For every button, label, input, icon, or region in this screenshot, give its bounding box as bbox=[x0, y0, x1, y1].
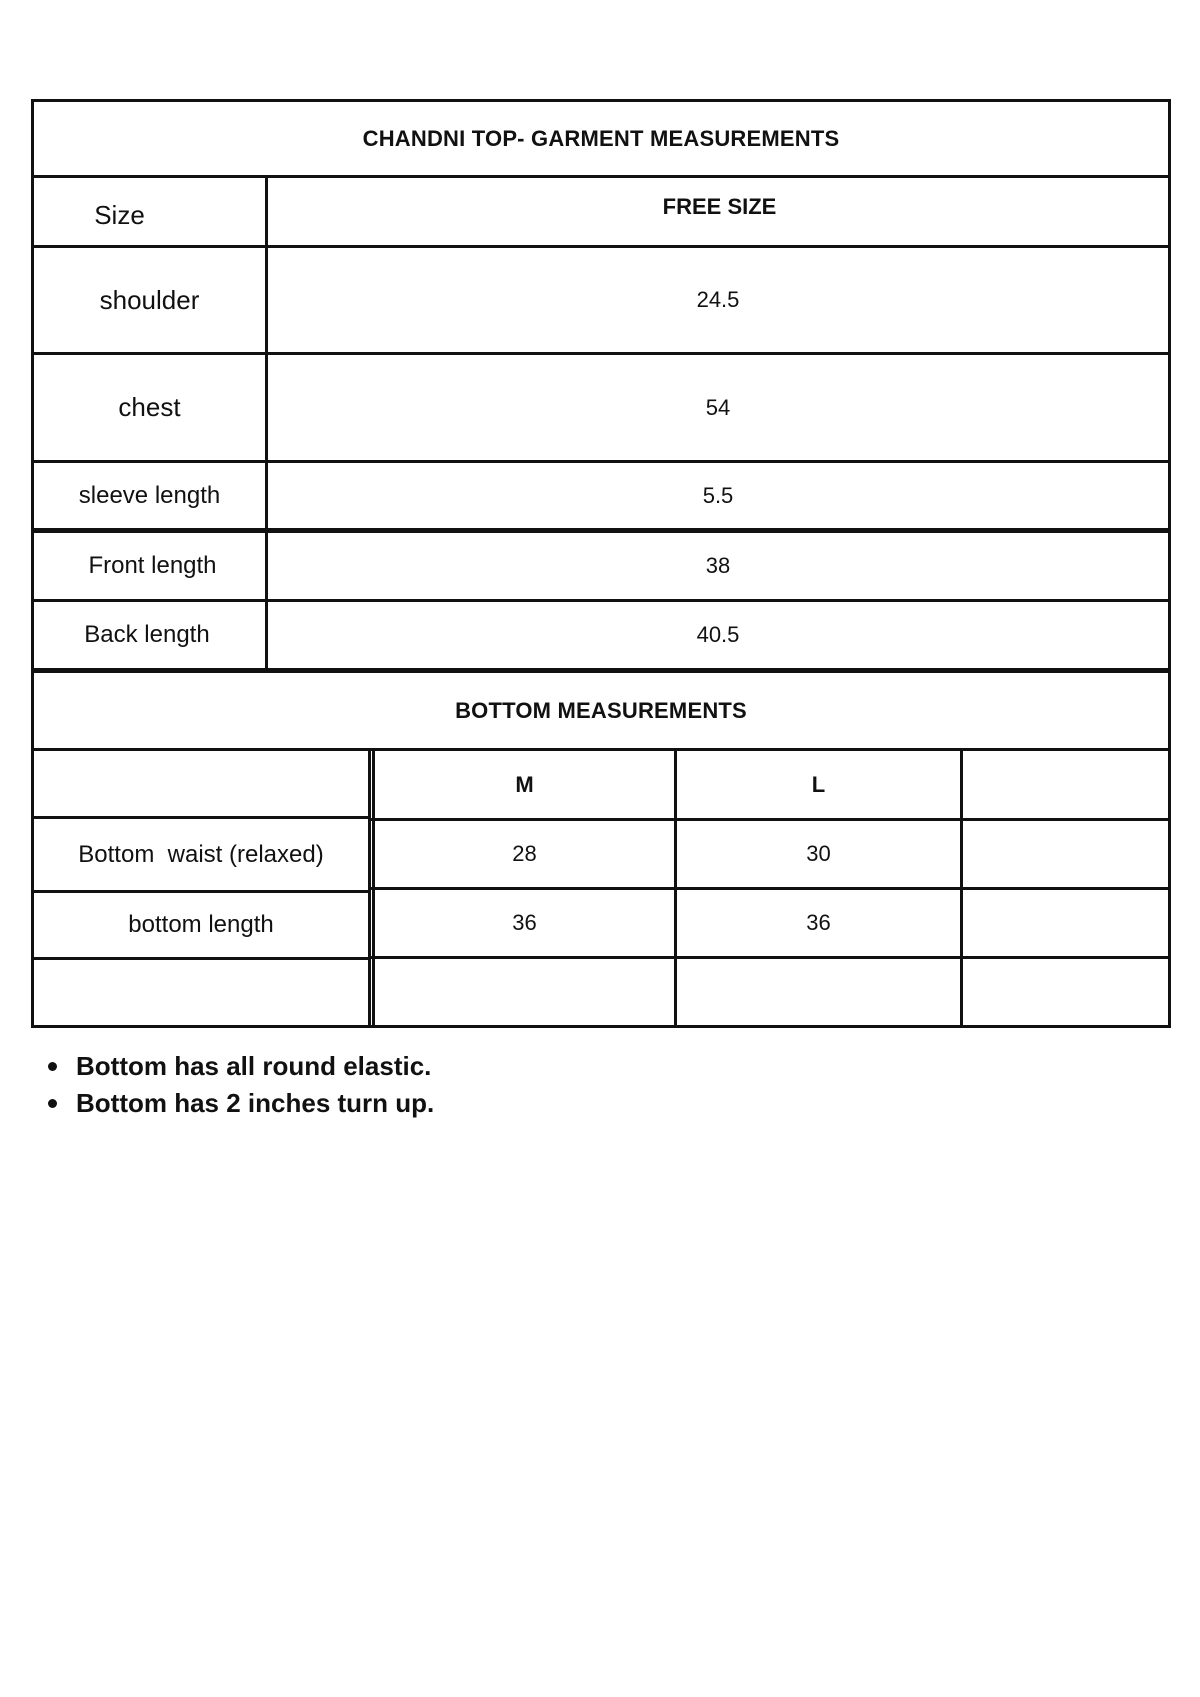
column-header-m: M bbox=[515, 771, 534, 797]
row-value bbox=[375, 959, 674, 1025]
row-value: 5.5 bbox=[702, 482, 734, 508]
note-item bbox=[40, 1048, 434, 1085]
row-label: chest bbox=[118, 392, 181, 422]
row-label bbox=[34, 960, 368, 1025]
row-value: 36 bbox=[806, 910, 831, 935]
row-value bbox=[963, 959, 1168, 1025]
row-label: Front length bbox=[88, 552, 217, 579]
row-value: 38 bbox=[705, 553, 731, 578]
row-label: Back length bbox=[84, 621, 210, 648]
row-value: 54 bbox=[705, 394, 731, 420]
row-value: 30 bbox=[806, 841, 831, 866]
row-value bbox=[963, 821, 1168, 887]
note-text: Bottom has all round elastic. bbox=[76, 1051, 432, 1081]
column-header bbox=[963, 751, 1168, 818]
column-header-l: L bbox=[811, 771, 826, 797]
row-value bbox=[963, 890, 1168, 956]
row-label: sleeve length bbox=[78, 481, 221, 509]
table-divider bbox=[368, 748, 371, 1028]
row-value: 40.5 bbox=[696, 622, 740, 647]
column-header bbox=[34, 751, 368, 816]
row-value: 36 bbox=[512, 910, 537, 935]
row-label: bottom length bbox=[128, 911, 274, 938]
note-text: Bottom has 2 inches turn up. bbox=[76, 1088, 435, 1118]
row-value: 28 bbox=[512, 841, 537, 866]
bullet-icon bbox=[48, 1099, 57, 1108]
notes-list bbox=[40, 1048, 434, 1122]
note-item bbox=[40, 1085, 434, 1122]
row-label: shoulder bbox=[99, 284, 200, 315]
size-header-value: FREE SIZE bbox=[662, 193, 777, 219]
garment-measurements-title: CHANDNI TOP- GARMENT MEASUREMENTS bbox=[362, 125, 840, 151]
bullet-icon bbox=[48, 1062, 57, 1071]
bottom-measurements-title: BOTTOM MEASUREMENTS bbox=[455, 697, 747, 723]
row-label: Bottom waist (relaxed) bbox=[78, 840, 324, 868]
row-value: 24.5 bbox=[696, 287, 740, 312]
row-value bbox=[677, 959, 960, 1025]
size-header-label: Size bbox=[94, 200, 145, 230]
